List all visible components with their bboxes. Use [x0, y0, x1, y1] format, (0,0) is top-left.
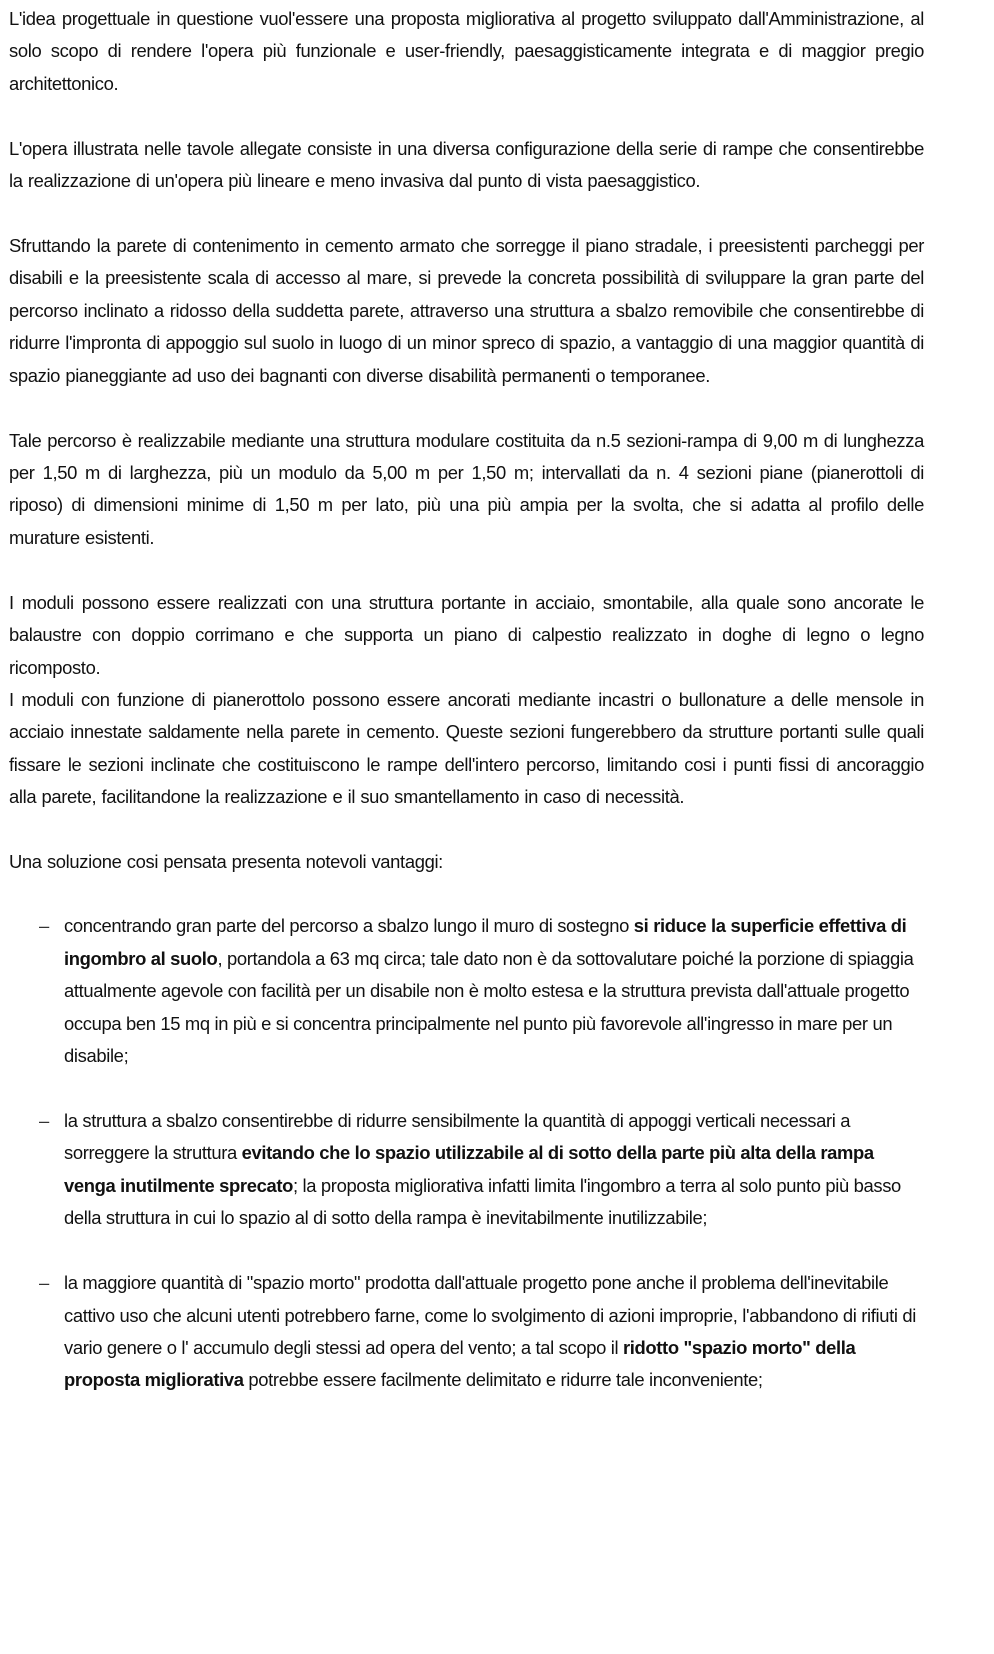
dash-bullet-icon: –: [39, 1272, 49, 1294]
list-item-text: la struttura a sbalzo consentirebbe di ridurre sensibilmente la quantità di appoggi verticali necessari a sorreggere la struttura: [64, 1109, 851, 1164]
list-item-text: concentrando gran parte del percorso a sbalzo lungo il muro di sostegno: [64, 915, 634, 937]
paragraph-modular-structure: Tale percorso è realizzabile mediante una struttura modulare costituita da n.5 sezioni-rampa di 9,00 m di lunghezza per 1,50 m di larghezza, più un modulo da 5,00 m per 1,50 m; intervallati da n. 4 sezioni piane (pianerottoli di riposo) di dimensioni minime di 1,50 m per lato, più una più ampia per la svolta, che si adatta al profilo delle murature esistenti.: [9, 429, 924, 548]
list-item-text: potrebbe essere facilmente delimitato e ridurre tale inconveniente;: [243, 1369, 763, 1391]
list-item-bold-text: ridotto "spazio morto" della proposta migliorativa: [64, 1336, 856, 1391]
paragraph-intro: L'idea progettuale in questione vuol'essere una proposta migliorativa al progetto sviluppato dall'Amministrazione, al solo scopo di rendere l'opera più funzionale e user-friendly, paesaggisticamente integrata e di maggior pregio architettonico.: [9, 8, 924, 94]
list-item-bold-text: si riduce la superficie effettiva di ingombro al suolo: [64, 915, 907, 969]
list-item: [9, 1267, 924, 1397]
paragraph-configuration: L'opera illustrata nelle tavole allegate consiste in una diversa configurazione della serie di rampe che consentirebbe la realizzazione di un'opera più lineare e meno invasiva dal punto di vista paesaggistico.: [9, 137, 924, 192]
list-item-text: la maggiore quantità di "spazio morto" prodotta dall'attuale progetto pone anche il problema dell'inevitabile cattivo uso che alcuni utenti potrebbero farne, come lo svolgimento di azioni improprie, l'abbandono di rifiuti di vario genere o l' accumulo degli stessi ad opera del vento; a tal scopo il: [64, 1272, 916, 1358]
paragraph-advantages-intro: Una soluzione cosi pensata presenta notevoli vantaggi:: [9, 851, 443, 873]
list-item-text: ; la proposta migliorativa infatti limita l'ingombro a terra al solo punto più basso della struttura in cui lo spazio al di sotto della rampa è inevitabilmente inutilizzabile;: [64, 1174, 901, 1229]
list-item: [9, 910, 924, 1072]
list-item-text: , portandola a 63 mq circa; tale dato non è da sottovalutare poiché la porzione di spiaggia attualmente agevole con facilità per un disabile non è molto estesa e la struttura prevista dall'attuale progetto occupa ben 15 mq in più e si concentra principalmente nel punto più favorevole all'ingresso in mare per un disabile;: [64, 947, 914, 1067]
dash-bullet-icon: –: [39, 1109, 49, 1131]
advantages-list: [9, 910, 924, 1396]
paragraph-retaining-wall: Sfruttando la parete di contenimento in cemento armato che sorregge il piano stradale, i preesistenti parcheggi per disabili e la preesistente scala di accesso al mare, si prevede la concreta possibilità di sviluppare la gran parte del percorso inclinato a ridosso della suddetta parete, attraverso una struttura a sbalzo removibile che consentirebbe di ridurre l'impronta di appoggio sul suolo in luogo di un minor spreco di spazio, a vantaggio di una maggior quantità di spazio pianeggiante ad uso dei bagnanti con diverse disabilità permanenti o temporanee.: [9, 235, 924, 386]
list-item: [9, 1105, 924, 1235]
paragraph-steel-modules: I moduli possono essere realizzati con una struttura portante in acciaio, smontabile, alla quale sono ancorate le balaustre con doppio corrimano e che supporta un piano di calpestio realizzato in doghe di legno o legno ricomposto.: [9, 591, 924, 678]
list-item-bold-text: evitando che lo spazio utilizzabile al di sotto della parte più alta della rampa venga inutilmente sprecato: [64, 1142, 874, 1196]
paragraph-landing-modules: I moduli con funzione di pianerottolo possono essere ancorati mediante incastri o bullonature a delle mensole in acciaio innestate saldamente nella parete in cemento. Queste sezioni fungerebbero da strutture portanti sulle quali fissare le sezioni inclinate che costituiscono le rampe dell'intero percorso, limitando cosi i punti fissi di ancoraggio alla parete, facilitandone la realizzazione e il suo smantellamento in caso di necessità.: [9, 688, 924, 808]
dash-bullet-icon: –: [39, 915, 49, 937]
